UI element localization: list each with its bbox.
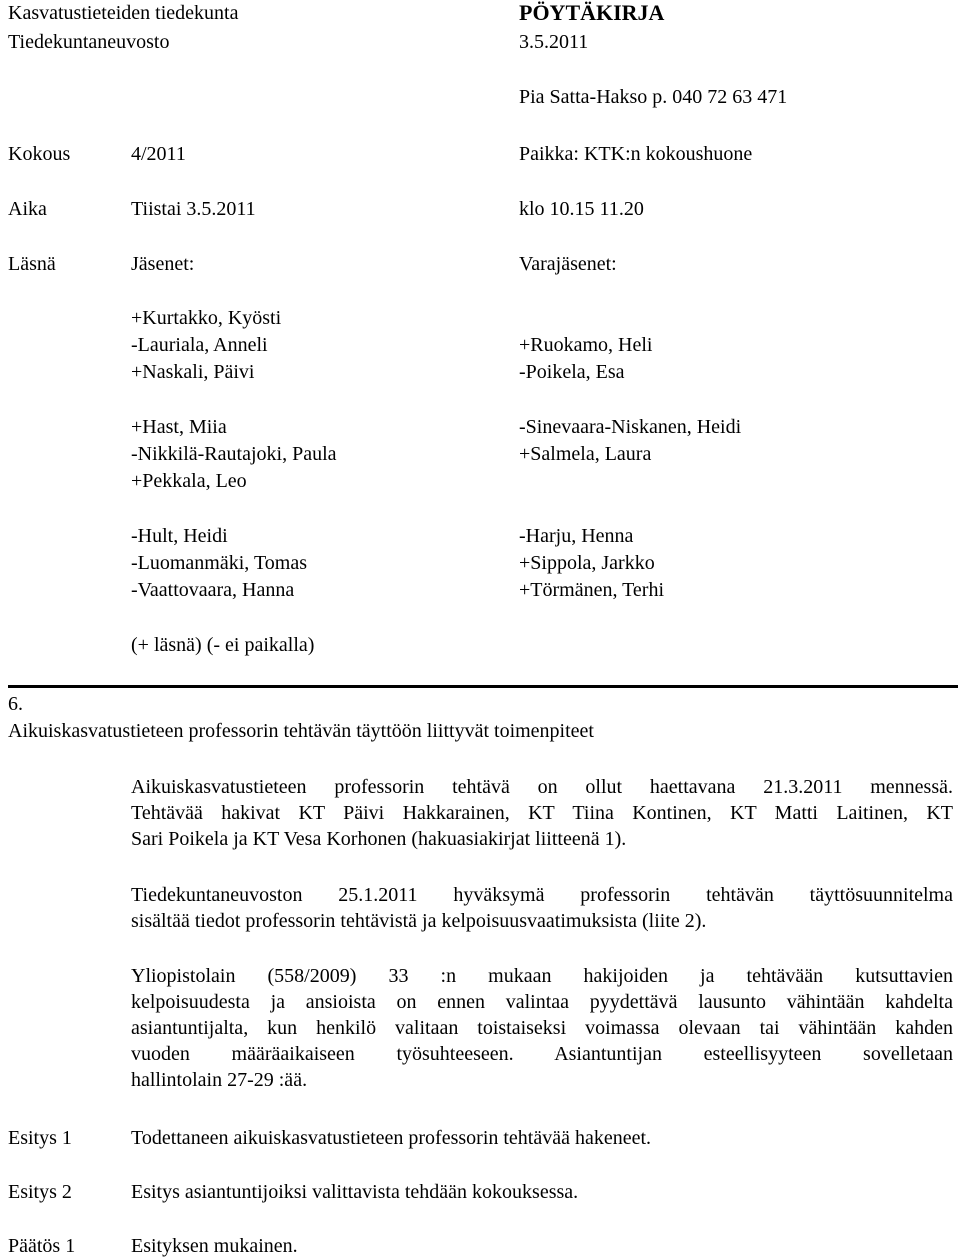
members-heading: Jäsenet: [131,253,195,275]
paragraph-law [131,963,953,1093]
lasna-label: Läsnä [8,253,56,275]
deputy-item: +Salmela, Laura [519,443,652,465]
member-item: +Pekkala, Leo [131,470,247,492]
paragraph-line: sisältää tiedot professorin tehtävistä ja kelpoisuusvaatimuksista (liite 2). [131,910,707,932]
decision-text: Esityksen mukainen. [131,1235,298,1257]
paragraph-plan [131,882,953,934]
section-divider [8,685,958,688]
document-date: 3.5.2011 [519,31,589,53]
deputy-item: +Törmänen, Terhi [519,579,665,601]
paragraph-applicants [131,774,953,852]
member-item: +Hast, Miia [131,416,227,438]
member-item: -Vaattovaara, Hanna [131,579,295,601]
section-title: Aikuiskasvatustieteen professorin tehtävän täyttöön liittyvät toimenpiteet [8,720,594,742]
decision-label: Esitys 1 [8,1127,72,1149]
decision-text: Esitys asiantuntijoiksi valittavista tehdään kokouksessa. [131,1181,579,1203]
member-item: -Hult, Heidi [131,525,228,547]
paragraph-line: vuoden määräaikaiseen työsuhteeseen. Asiantuntijan esteellisyyteen sovelletaan [131,1043,953,1065]
member-item: -Nikkilä-Rautajoki, Paula [131,443,337,465]
kokous-label: Kokous [8,143,71,165]
deputy-item: +Ruokamo, Heli [519,334,653,356]
section-number: 6. [8,693,23,715]
deputy-item: -Harju, Henna [519,525,634,547]
paragraph-line: hallintolain 27-29 :ää. [131,1069,308,1091]
attendance-legend: (+ läsnä) (- ei paikalla) [131,634,315,656]
decision-text: Todettaneen aikuiskasvatustieteen professorin tehtävää hakeneet. [131,1127,652,1149]
paragraph-line: Tiedekuntaneuvoston 25.1.2011 hyväksymä professorin tehtävän täyttösuunnitelma [131,884,953,906]
document-type: PÖYTÄKIRJA [519,0,665,25]
paragraph-line: asiantuntijalta, kun henkilö valitaan toistaiseksi voimassa olevaan tai vähintään kahden [131,1017,953,1039]
deputy-item: -Sinevaara-Niskanen, Heidi [519,416,742,438]
kokous-value: 4/2011 [131,143,186,165]
paragraph-line: kelpoisuudesta ja ansioista on ennen valintaa pyydettävä lausunto vähintään kahdelta [131,991,953,1013]
meeting-time: klo 10.15 11.20 [519,198,644,220]
member-item: -Lauriala, Anneli [131,334,268,356]
paragraph-line: Tehtävää hakivat KT Päivi Hakkarainen, KT Tiina Kontinen, KT Matti Laitinen, KT [131,802,953,824]
faculty-name: Kasvatustieteiden tiedekunta [8,2,239,24]
secretary-contact: Pia Satta-Hakso p. 040 72 63 471 [519,86,788,108]
deputies-heading: Varajäsenet: [519,253,617,275]
aika-label: Aika [8,198,47,220]
council-name: Tiedekuntaneuvosto [8,31,170,53]
paragraph-line: Aikuiskasvatustieteen professorin tehtävä on ollut haettavana 21.3.2011 mennessä. [131,776,953,798]
member-item: +Kurtakko, Kyösti [131,307,282,329]
deputy-item: +Sippola, Jarkko [519,552,655,574]
meeting-place: Paikka: KTK:n kokoushuone [519,143,753,165]
decision-label: Päätös 1 [8,1235,76,1257]
paragraph-line: Yliopistolain (558/2009) 33 :n mukaan hakijoiden ja tehtävään kutsuttavien [131,965,953,987]
paragraph-line: Sari Poikela ja KT Vesa Korhonen (hakuasiakirjat liitteenä 1). [131,828,627,850]
member-item: +Naskali, Päivi [131,361,255,383]
deputy-item: -Poikela, Esa [519,361,625,383]
aika-value: Tiistai 3.5.2011 [131,198,256,220]
decision-label: Esitys 2 [8,1181,72,1203]
member-item: -Luomanmäki, Tomas [131,552,307,574]
